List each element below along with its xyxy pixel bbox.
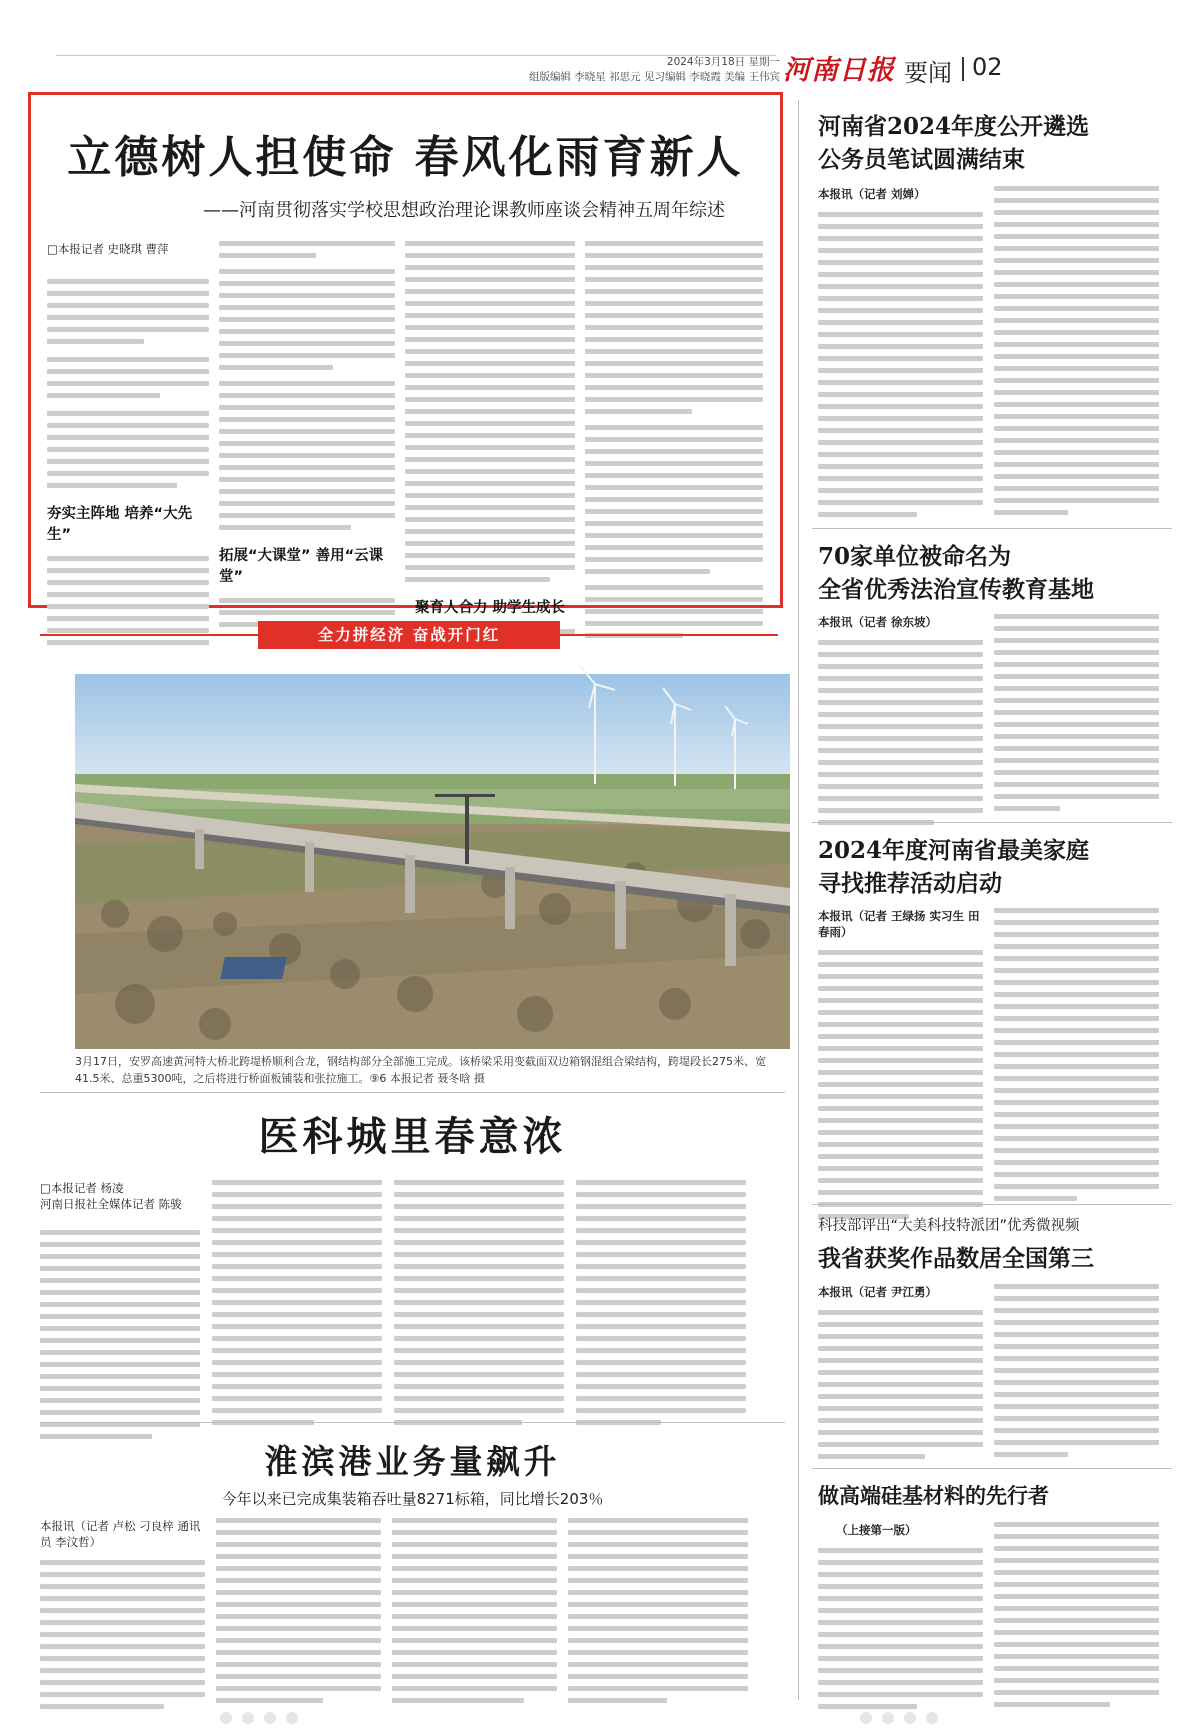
column-divider <box>798 100 799 1700</box>
lead-title: 立德树人担使命 春风化雨育新人 <box>67 132 744 183</box>
law-title-line-1: 70家单位被命名为 <box>818 543 1012 570</box>
port-byline: 本报讯（记者 卢松 刁良梓 通讯员 李汶哲） <box>40 1519 201 1549</box>
footer-dots-right <box>860 1712 938 1724</box>
family-byline: 本报讯（记者 王绿扬 实习生 田春雨） <box>818 909 980 939</box>
divider <box>812 822 1172 823</box>
page-separator <box>962 57 964 81</box>
text-placeholder <box>818 1310 983 1459</box>
banner-rule-right <box>556 634 778 636</box>
text-placeholder <box>212 1180 382 1425</box>
bridge-photo-illustration <box>75 674 790 1049</box>
masthead-date: 2024年3月18日 星期一 <box>666 56 780 68</box>
masthead-editors: 组版编辑 李晓星 祁思元 见习编辑 李晓霞 美编 王伟宾 <box>528 71 780 83</box>
law-column-2 <box>994 614 1159 814</box>
lead-subhead-3: 聚育人合力 助学生成长 <box>414 600 566 616</box>
port-subtitle: 今年以来已完成集装箱吞吐量8271标箱，同比增长203％ <box>221 1490 604 1508</box>
port-column-1 <box>40 1518 205 1693</box>
paper-logo: 河南日报 <box>783 55 895 86</box>
family-title-line-1: 2024年度河南省最美家庭 <box>818 837 1090 864</box>
text-placeholder <box>392 1518 557 1703</box>
port-column-3 <box>392 1518 557 1693</box>
lead-subtitle: ——河南贯彻落实学校思想政治理论课教师座谈会精神五周年综述 <box>203 200 725 221</box>
lead-subhead-1: 夯实主阵地 培养“大先生” <box>47 506 193 543</box>
lead-article-box <box>28 92 783 616</box>
lead-byline: □本报记者 史晓琪 曹萍 <box>47 242 169 256</box>
text-placeholder <box>994 1284 1159 1457</box>
banner-rule-left <box>40 634 262 636</box>
text-placeholder <box>818 950 983 1219</box>
section-name: 要闻 <box>904 59 952 87</box>
science-kicker: 科技部评出“大美科技特派团”优秀微视频 <box>818 1218 1080 1234</box>
text-placeholder <box>994 614 1159 811</box>
law-title <box>818 540 1094 606</box>
photo-caption: 3月17日，安罗高速黄河特大桥北跨堤桥顺利合龙，钢结构部分全部施工完成。该桥梁采用变截面双边箱钢混组合梁结构，跨堤段长275米、宽41.5米、总重5300吨，之后将进行桥面板铺装和张拉施工。⑨6 本报记者 聂冬晗 摄 <box>75 1055 766 1085</box>
page-number: 02 <box>972 53 1003 81</box>
divider <box>40 1092 785 1093</box>
law-byline: 本报讯（记者 徐东坡） <box>818 615 938 629</box>
divider <box>812 1204 1172 1205</box>
lead-column-2 <box>219 241 395 596</box>
text-placeholder <box>405 241 575 582</box>
text-placeholder <box>47 279 209 488</box>
law-column-1 <box>818 614 983 814</box>
text-placeholder <box>818 640 983 825</box>
text-placeholder <box>219 241 395 530</box>
silicon-column-1 <box>818 1522 983 1694</box>
silicon-title: 做高端硅基材料的先行者 <box>818 1483 1049 1508</box>
law-title-line-2: 全省优秀法治宣传教育基地 <box>818 576 1094 603</box>
exam-byline: 本报讯（记者 刘婵） <box>818 187 926 201</box>
text-placeholder <box>818 212 983 517</box>
text-placeholder <box>994 186 1159 515</box>
silicon-column-2 <box>994 1522 1159 1694</box>
text-placeholder <box>994 908 1159 1201</box>
exam-title <box>818 110 1089 176</box>
text-placeholder <box>394 1180 564 1425</box>
family-title-line-2: 寻找推荐活动启动 <box>818 870 1002 897</box>
footer-dots-left <box>220 1712 298 1724</box>
medical-title: 医科城里春意浓 <box>258 1113 567 1160</box>
text-placeholder <box>40 1230 200 1439</box>
family-title <box>818 834 1089 900</box>
medical-column-3 <box>394 1180 564 1410</box>
exam-title-line-2: 公务员笔试圆满结束 <box>818 146 1025 173</box>
science-column-1 <box>818 1284 983 1459</box>
port-title: 淮滨港业务量飙升 <box>264 1442 561 1481</box>
text-placeholder <box>216 1518 381 1703</box>
lead-column-4 <box>585 241 763 596</box>
text-placeholder <box>818 1548 983 1709</box>
divider <box>40 1422 785 1423</box>
text-placeholder <box>994 1522 1159 1707</box>
exam-title-line-1: 河南省2024年度公开遴选 <box>818 113 1090 140</box>
medical-column-1 <box>40 1180 200 1410</box>
text-placeholder <box>585 241 763 638</box>
divider <box>812 1468 1172 1469</box>
medical-byline: □本报记者 杨凌 河南日报社全媒体记者 陈骏 <box>40 1181 182 1211</box>
science-byline: 本报讯（记者 尹江勇） <box>818 1285 938 1299</box>
exam-column-1 <box>818 186 983 521</box>
text-placeholder <box>568 1518 748 1703</box>
science-title: 我省获奖作品数居全国第三 <box>818 1245 1094 1272</box>
exam-column-2 <box>994 186 1159 521</box>
text-placeholder <box>40 1560 205 1709</box>
silicon-continued: （上接第一版） <box>836 1523 917 1537</box>
divider <box>812 528 1172 529</box>
port-column-2 <box>216 1518 381 1693</box>
family-column-2 <box>994 908 1159 1198</box>
section-banner: 全力拼经济 奋战开门红 <box>258 621 560 649</box>
text-placeholder <box>576 1180 746 1425</box>
port-column-4 <box>568 1518 748 1693</box>
lead-subhead-2: 拓展“大课堂” 善用“云课堂” <box>219 548 384 585</box>
medical-column-4 <box>576 1180 746 1410</box>
lead-column-3 <box>405 241 575 616</box>
science-column-2 <box>994 1284 1159 1459</box>
bridge-photo <box>75 674 790 1049</box>
medical-column-2 <box>212 1180 382 1410</box>
text-placeholder <box>47 556 209 645</box>
lead-column-1 <box>47 241 209 596</box>
family-column-1 <box>818 908 983 1198</box>
